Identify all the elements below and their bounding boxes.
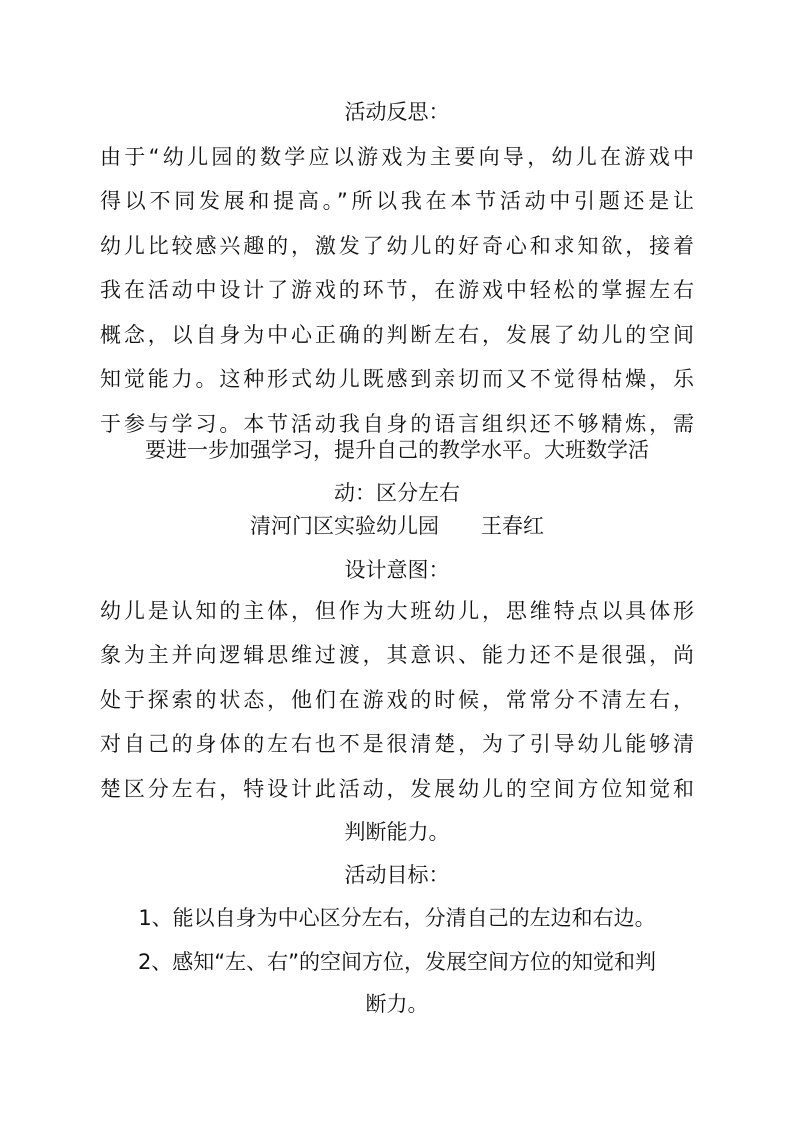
reflection-line: 得以不同发展和提高。”所以我在本节活动中引题还是让 <box>100 189 694 213</box>
reflection-line: 于参与学习。本节活动我自身的语言组织还不够精炼，需 <box>100 412 694 436</box>
intent-line: 楚区分左右，特设计此活动，发展幼儿的空间方位知觉和 <box>100 777 694 801</box>
heading-design-intent: 设计意图： <box>344 558 450 582</box>
lesson-title: 动：区分左右 <box>334 481 460 505</box>
reflection-line: 我在活动中设计了游戏的环节，在游戏中轻松的掌握左右 <box>100 278 694 302</box>
heading-activity-reflection: 活动反思： <box>344 100 450 124</box>
reflection-line: 要进一步加强学习，提升自己的教学水平。大班数学活 <box>145 438 649 462</box>
heading-activity-goals: 活动目标： <box>344 863 450 887</box>
intent-line: 象为主并向逻辑思维过渡，其意识、能力还不是很强，尚 <box>100 643 694 667</box>
intent-line: 处于探索的状态，他们在游戏的时候，常常分不清左右， <box>100 688 694 712</box>
goal-item: 2、感知“左、右”的空间方位，发展空间方位的知觉和判 <box>137 950 657 974</box>
reflection-line: 由于“幼儿园的数学应以游戏为主要向导，幼儿在游戏中 <box>100 145 694 169</box>
reflection-line: 知觉能力。这种形式幼儿既感到亲切而又不觉得枯燥，乐 <box>100 367 694 391</box>
goal-item: 1、能以自身为中心区分左右，分清自己的左边和右边。 <box>138 906 656 930</box>
intent-line: 幼儿是认知的主体，但作为大班幼儿，思维特点以具体形 <box>100 599 694 623</box>
goal-item-continued: 断力。 <box>365 992 429 1016</box>
reflection-line: 概念，以自身为中心正确的判断左右，发展了幼儿的空间 <box>100 323 694 347</box>
intent-line: 判断能力。 <box>344 820 450 844</box>
author-line: 清河门区实验幼儿园 王春红 <box>250 514 544 538</box>
reflection-line: 幼儿比较感兴趣的，激发了幼儿的好奇心和求知欲，接着 <box>100 234 694 258</box>
intent-line: 对自己的身体的左右也不是很清楚，为了引导幼儿能够清 <box>100 732 694 756</box>
